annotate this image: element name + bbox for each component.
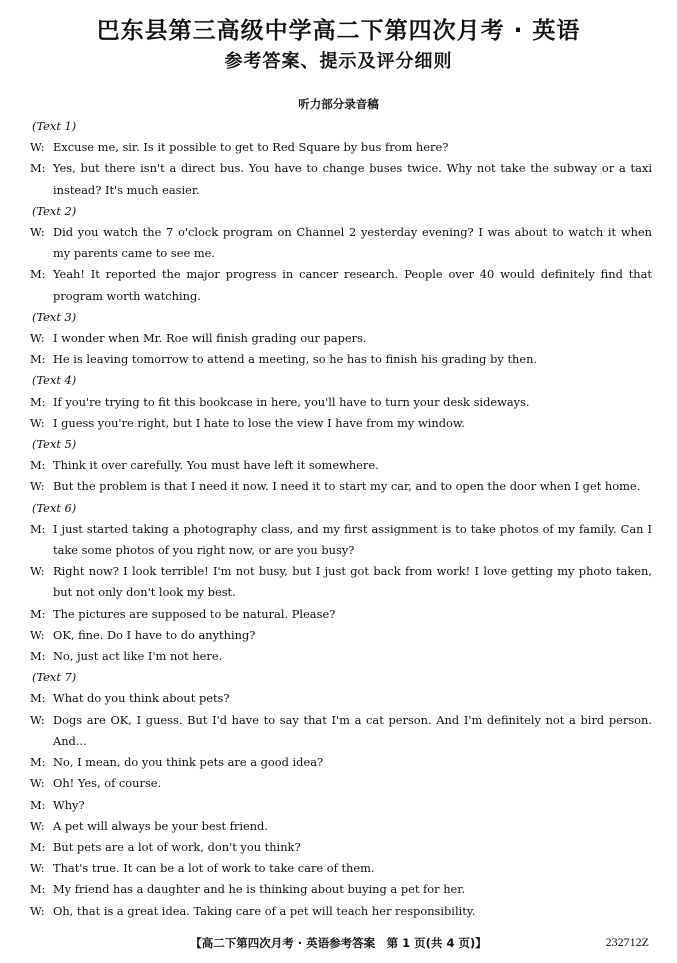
dialogue-line	[30, 264, 652, 306]
dialogue-line	[30, 795, 652, 816]
dialogue-line	[30, 349, 652, 370]
dialogue-line	[30, 222, 652, 264]
speaker-label: W:	[30, 712, 45, 727]
dialogue-text: Think it over carefully. You must have left it somewhere.	[53, 458, 379, 473]
dialogue-line	[30, 752, 652, 773]
dialogue-line	[30, 879, 652, 900]
text-label: (Text 1)	[32, 119, 77, 133]
dialogue-text: Right now? I look terrible! I'm not busy, but I just got back from work! I love getting my photo taken, but not only don't look my best.	[53, 564, 652, 600]
dialogue-line	[30, 604, 652, 625]
dialogue-text: No, just act like I'm not here.	[53, 649, 223, 664]
section-title: 听力部分录音稿	[298, 97, 379, 111]
speaker-label: M:	[30, 649, 46, 664]
dialogue-text: Excuse me, sir. Is it possible to get to Red Square by bus from here?	[53, 140, 449, 155]
text-label: (Text 5)	[32, 437, 77, 452]
dialogue-text: What do you think about pets?	[53, 691, 230, 706]
speaker-label: M:	[30, 394, 46, 409]
dialogue-line	[30, 773, 652, 794]
dialogue-text: Yeah! It reported the major progress in cancer research. People over 40 would definitely find that program worth watching.	[53, 267, 652, 303]
speaker-label: W:	[30, 776, 45, 791]
text-label: (Text 3)	[32, 309, 77, 324]
speaker-label: W:	[30, 331, 45, 346]
dialogue-text: I just started taking a photography class, and my first assignment is to take photos of my family. Can I take some photos of you right now, or are you busy?	[53, 521, 652, 558]
speaker-label: W:	[30, 627, 45, 642]
speaker-label: M:	[30, 839, 46, 854]
dialogue-text: My friend has a daughter and he is thinking about buying a pet for her.	[53, 882, 466, 897]
dialogue-text: Dogs are OK, I guess. But I'd have to say that I'm a cat person. And I'm definitely not a bird person. And...	[53, 712, 652, 748]
text-label: (Text 6)	[32, 500, 77, 515]
dialogue-text: The pictures are supposed to be natural. Please?	[53, 606, 336, 621]
page-title: 巴东县第三高级中学高二下第四次月考 · 英语	[96, 18, 581, 44]
speaker-label: W:	[30, 564, 45, 579]
speaker-label: M:	[30, 458, 46, 473]
dialogue-line	[30, 158, 652, 200]
dialogue-text: But the problem is that I need it now. I need it to start my car, and to open the door when I get home.	[53, 479, 641, 494]
speaker-label: M:	[30, 606, 46, 621]
dialogue-text: Oh! Yes, of course.	[53, 776, 162, 791]
page-subtitle: 参考答案、提示及评分细则	[224, 51, 453, 72]
speaker-label: M:	[30, 797, 46, 812]
dialogue-text: OK, fine. Do I have to do anything?	[53, 627, 256, 642]
dialogue-line	[30, 816, 652, 837]
text-label: (Text 4)	[32, 373, 77, 388]
dialogue-line	[30, 837, 652, 858]
dialogue-text: Oh, that is a great idea. Taking care of a pet will teach her responsibility.	[53, 903, 476, 918]
speaker-label: W:	[30, 818, 45, 833]
transcript	[30, 116, 652, 922]
dialogue-text: He is leaving tomorrow to attend a meeting, so he has to finish his grading by then.	[53, 352, 538, 367]
dialogue-line	[30, 476, 652, 497]
dialogue-line	[30, 688, 652, 709]
dialogue-line	[30, 328, 652, 349]
dialogue-line	[30, 413, 652, 434]
speaker-label: M:	[30, 691, 46, 706]
dialogue-line	[30, 561, 652, 603]
dialogue-text: I wonder when Mr. Roe will finish grading our papers.	[53, 331, 367, 346]
dialogue-text: I guess you're right, but I hate to lose the view I have from my window.	[53, 415, 465, 430]
footer-code: 232712Z	[605, 935, 649, 949]
dialogue-text: But pets are a lot of work, don't you think?	[53, 839, 301, 854]
dialogue-text: A pet will always be your best friend.	[53, 818, 268, 833]
dialogue-line	[30, 392, 652, 413]
speaker-label: M:	[30, 161, 46, 176]
speaker-label: M:	[30, 755, 46, 770]
dialogue-line	[30, 137, 652, 158]
dialogue-line	[30, 901, 652, 922]
speaker-label: W:	[30, 861, 45, 876]
speaker-label: W:	[30, 415, 45, 430]
speaker-label: M:	[30, 882, 46, 897]
dialogue-text: That's true. It can be a lot of work to take care of them.	[53, 861, 375, 876]
speaker-label: W:	[30, 479, 45, 494]
dialogue-line	[30, 858, 652, 879]
dialogue-line	[30, 646, 652, 667]
dialogue-line	[30, 710, 652, 752]
dialogue-line	[30, 625, 652, 646]
speaker-label: W:	[30, 903, 45, 918]
dialogue-text: If you're trying to fit this bookcase in here, you'll have to turn your desk sideways.	[53, 394, 530, 409]
dialogue-line	[30, 455, 652, 476]
speaker-label: M:	[30, 352, 46, 367]
speaker-label: W:	[30, 225, 45, 240]
text-label: (Text 2)	[32, 203, 77, 218]
speaker-label: M:	[30, 521, 46, 536]
dialogue-text: Did you watch the 7 o'clock program on Channel 2 yesterday evening? I was about to watch it when my parents came to see me.	[53, 225, 652, 261]
speaker-label: M:	[30, 267, 46, 282]
dialogue-text: Yes, but there isn't a direct bus. You have to change buses twice. Why not take the subway or a taxi instead? It's much easier.	[53, 161, 652, 197]
footer-page-info: 【高二下第四次月考 · 英语参考答案 第 1 页(共 4 页)】	[190, 936, 487, 950]
dialogue-line	[30, 519, 652, 561]
dialogue-text: Why?	[53, 797, 85, 812]
text-label: (Text 7)	[32, 670, 77, 685]
speaker-label: W:	[30, 140, 45, 155]
dialogue-text: No, I mean, do you think pets are a good idea?	[53, 755, 324, 770]
